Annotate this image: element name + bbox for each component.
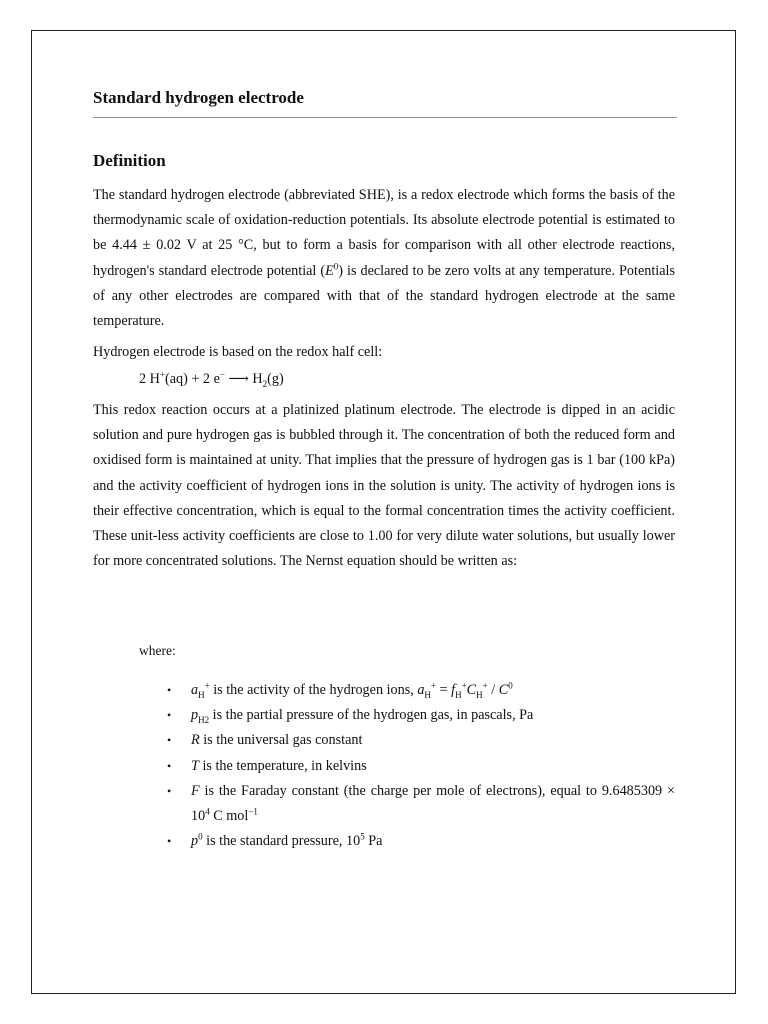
title-underline xyxy=(93,117,677,118)
bullet-icon: • xyxy=(167,834,172,849)
list-item xyxy=(165,829,675,854)
document-body xyxy=(93,84,675,850)
paragraph-definition: The standard hydrogen electrode (abbreviated SHE), is a redox electrode which forms the basis of the thermodynamic scale of oxidation-reduction potentials. Its absolute electrode potential is estimated to be 4.44 ± 0.02 V at 25 °C, but to form a basis for comparison with all other electrode reactions, hydrogen's standard electrode potential $(E^0)$ is declared to be zero volts at any temperature. Potentials of any other electrodes are compared with that of the standard hydrogen electrode at the same temperature. xyxy=(93,187,675,330)
list-item xyxy=(165,754,675,779)
document-title: Standard hydrogen electrode xyxy=(93,88,304,107)
list-item-text: $a_H^+$ is the activity of the hydrogen ions, $a_H^+ = f_H^+C_H^+ / C^0$ xyxy=(191,680,513,700)
half-cell-equation: 2 H+(aq) + 2 e− ⟶ $H_2(g)$ xyxy=(139,369,284,389)
bullet-icon: • xyxy=(167,758,172,773)
list-item-text: $p^0$ is the standard pressure, $10^5$ Pa xyxy=(191,831,383,850)
bullet-icon: • xyxy=(167,683,172,697)
paragraph-reaction-description: This redox reaction occurs at a platinized platinum electrode. The electrode is dipped in an acidic solution and pure hydrogen gas is bubbled through it. The concentration of both the reduced form and oxidised form is maintained at unity. That implies that the pressure of hydrogen gas is 1 bar (100 kPa) and the activity coefficient of hydrogen ions in the solution is unity. The activity of hydrogen ions is their effective concentration, which is equal to the formal concentration times the activity coefficient. These unit-less activity coefficients are close to 1.00 for very dilute water solutions, but usually lower for more concentrated solutions. The Nernst equation should be written as: xyxy=(93,402,675,570)
bullet-icon: • xyxy=(167,783,172,798)
list-item-text: T is the temperature, in kelvins xyxy=(191,757,367,774)
list-item xyxy=(165,728,675,753)
list-item-text: $p_{H2}$ is the partial pressure of the hydrogen gas, in pascals, Pa xyxy=(191,707,534,726)
list-item xyxy=(165,678,675,703)
bullet-icon: • xyxy=(167,708,172,723)
list-item-text: R is the universal gas constant xyxy=(191,732,363,749)
bullet-icon: • xyxy=(167,733,172,748)
paragraph-half-cell-intro: Hydrogen electrode is based on the redox half cell: xyxy=(93,344,383,360)
section-heading-definition: Definition xyxy=(93,151,166,170)
where-label: where: xyxy=(139,643,176,658)
variable-definitions-list xyxy=(165,678,675,854)
list-item xyxy=(165,779,675,829)
list-item xyxy=(165,703,675,728)
list-item-text: F is the Faraday constant (the charge per mole of electrons), equal to $9.6485309 \times 10^4$ C mol$^{-1}$ xyxy=(191,782,675,825)
